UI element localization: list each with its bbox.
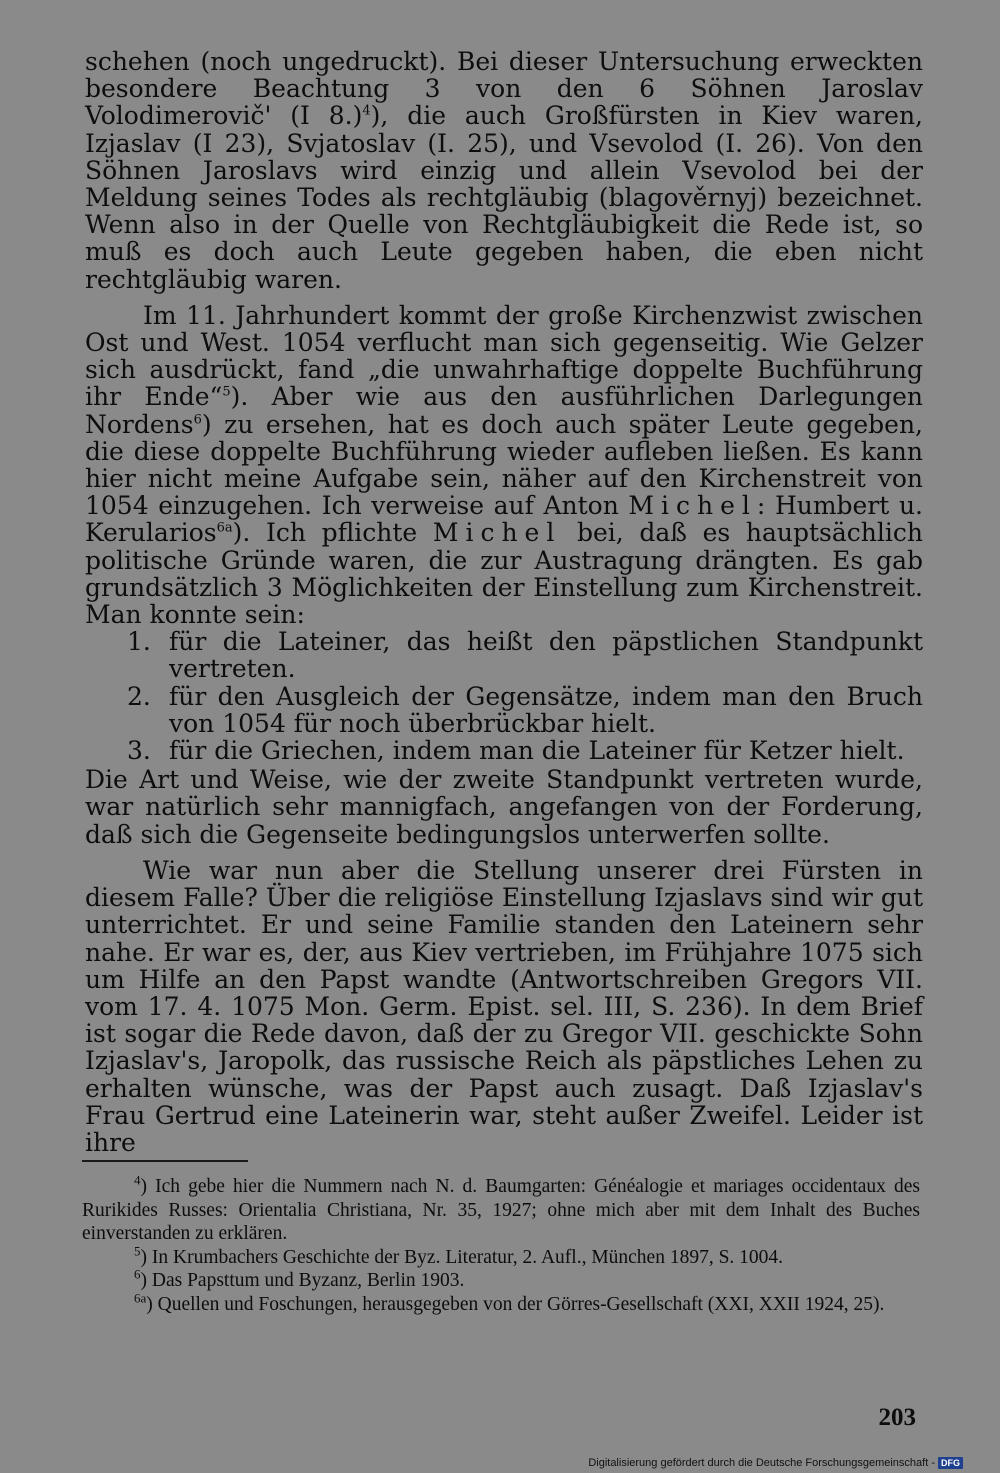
- text-span: ), die auch Großfürsten in Kiev waren, Izjaslav (I 23), Svjatoslav (I. 25), und Vsevolod (I. 26). Von den Söhnen Jaroslavs wird einzig und allein Vsevolod bei der Meldung seines Todes als rechtgläubig (blagověrnyj) bezeichnet. Wenn also in der Quelle von Rechtgläubigkeit die Rede ist, so muß es doch auch Leute gegeben haben, die eben nicht rechtgläubig waren.: [85, 101, 923, 294]
- list-item: [85, 683, 923, 737]
- footnote-text: ) Ich gebe hier die Nummern nach N. d. Baumgarten: Généalogie et mariages occidentaux des Rurikides Russes: Orientalia Christiana, Nr. 35, 1927; ohne mich aber mit dem Inhalt des Buches einverstanden zu erklären.: [82, 1176, 920, 1244]
- footnote-text: ) In Krumbachers Geschichte der Byz. Literatur, 2. Aufl., München 1897, S. 1004.: [140, 1246, 784, 1268]
- footnote: [82, 1266, 920, 1293]
- footnote-ref: 5: [222, 385, 231, 401]
- text-span: Im 11. Jahrhundert kommt der große Kirchenzwist zwischen Ost und West. 1054 verflucht man sich gegenseitig. Wie Gelzer sich ausdrückt, fand „die unwahrhaftige doppelte Buchführung ihr Ende“: [85, 300, 923, 412]
- footer-text: Digitalisierung gefördert durch die Deutsche Forschungsgemeinschaft -: [588, 1457, 935, 1469]
- text-span: ) zu ersehen, hat es doch auch später Leute gegeben, die diese doppelte Buchführung wieder aufleben ließen. Es kann hier nicht meine Aufgabe sein, näher auf den Kirchenstreit von 1054 einzugehen. Ich verweise auf Anton: [85, 409, 923, 521]
- text-span: ). Aber wie aus den ausführlichen Darlegungen Nordens: [85, 382, 923, 439]
- text-span: ). Ich pflichte: [232, 518, 433, 548]
- footnote: [82, 1172, 920, 1246]
- footnote: [82, 1243, 920, 1270]
- list-number: 2.: [127, 681, 151, 711]
- author-name: Michel: [628, 491, 757, 521]
- paragraph-4: Wie war nun aber die Stellung unserer drei Fürsten in diesem Falle? Über die religiöse Einstellung Izjaslavs sind wir gut unterrichtet. Er und seine Familie standen den Lateinern sehr nahe. Er war es, der, aus Kiev vertrieben, im Frühjahre 1075 sich um Hilfe an den Papst wandte (Antwortschreiben Gregors VII. vom 17. 4. 1075 Mon. Germ. Epist. sel. III, S. 236). In dem Brief ist sogar die Rede davon, daß der zu Gregor VII. geschickte Sohn Izjaslav's, Jaropolk, das russische Reich als päpstliches Lehen zu erhalten wünsche, was der Papst auch zusagt. Daß Izjaslav's Frau Gertrud eine Lateinerin war, steht außer Zweifel. Leider ist ihre: [85, 855, 923, 1157]
- footnote: [82, 1290, 920, 1317]
- text-span: : Humbert u. Kerularios: [85, 491, 923, 548]
- dfg-logo-icon: DFG: [938, 1457, 963, 1469]
- list-item: [85, 737, 923, 764]
- options-list: [85, 628, 923, 764]
- list-text: für den Ausgleich der Gegensätze, indem man den Bruch von 1054 für noch überbrückbar hielt.: [169, 681, 923, 738]
- list-text: für die Griechen, indem man die Lateiner für Ketzer hielt.: [169, 736, 905, 766]
- page-number: 203: [878, 1404, 916, 1431]
- footnote-mark: 5: [134, 1243, 141, 1258]
- footnote-ref: 6a: [216, 521, 233, 537]
- paragraph-3: Die Art und Weise, wie der zweite Standpunkt vertreten wurde, war natürlich sehr mannigfach, angefangen von der Forderung, daß sich die Gegenseite bedingungslos unterwerfen sollte.: [85, 765, 923, 849]
- footnote-text: ) Das Papsttum und Byzanz, Berlin 1903.: [140, 1270, 465, 1291]
- footnote-mark: 4: [134, 1172, 141, 1188]
- digitization-footer: [588, 1457, 963, 1469]
- paragraph-1: [85, 48, 923, 293]
- footnote-text: ) Quellen und Foschungen, herausgegeben von der Görres-Gesellschaft (XXI, XXII 1924, 25).: [146, 1293, 885, 1315]
- paragraph-2: [85, 302, 923, 628]
- footnote-ref: 4: [362, 104, 371, 120]
- footnote-rule: [82, 1160, 248, 1162]
- list-text: für die Lateiner, das heißt den päpstlichen Standpunkt vertreten.: [169, 627, 923, 684]
- list-number: 1.: [127, 627, 151, 657]
- footnote-mark: 6a: [134, 1290, 147, 1305]
- text-span: schehen (noch ungedruckt). Bei dieser Untersuchung erweckten besondere Beachtung 3 von den 6 Söhnen Jaroslav Volodimerovič' (I 8.): [85, 47, 923, 131]
- list-number: 3.: [127, 736, 151, 766]
- text-span: bei, daß es hauptsächlich politische Gründe waren, die zur Austragung drängten. Es gab grundsätzlich 3 Möglichkeiten der Einstellung zum Kirchenstreit. Man konnte sein:: [85, 518, 923, 630]
- author-name: Michel: [432, 518, 562, 548]
- footnotes: [82, 1172, 920, 1316]
- main-text: [85, 48, 923, 1156]
- footnote-mark: 6: [134, 1266, 141, 1282]
- footnote-ref: 6: [193, 412, 202, 428]
- list-item: [85, 628, 923, 682]
